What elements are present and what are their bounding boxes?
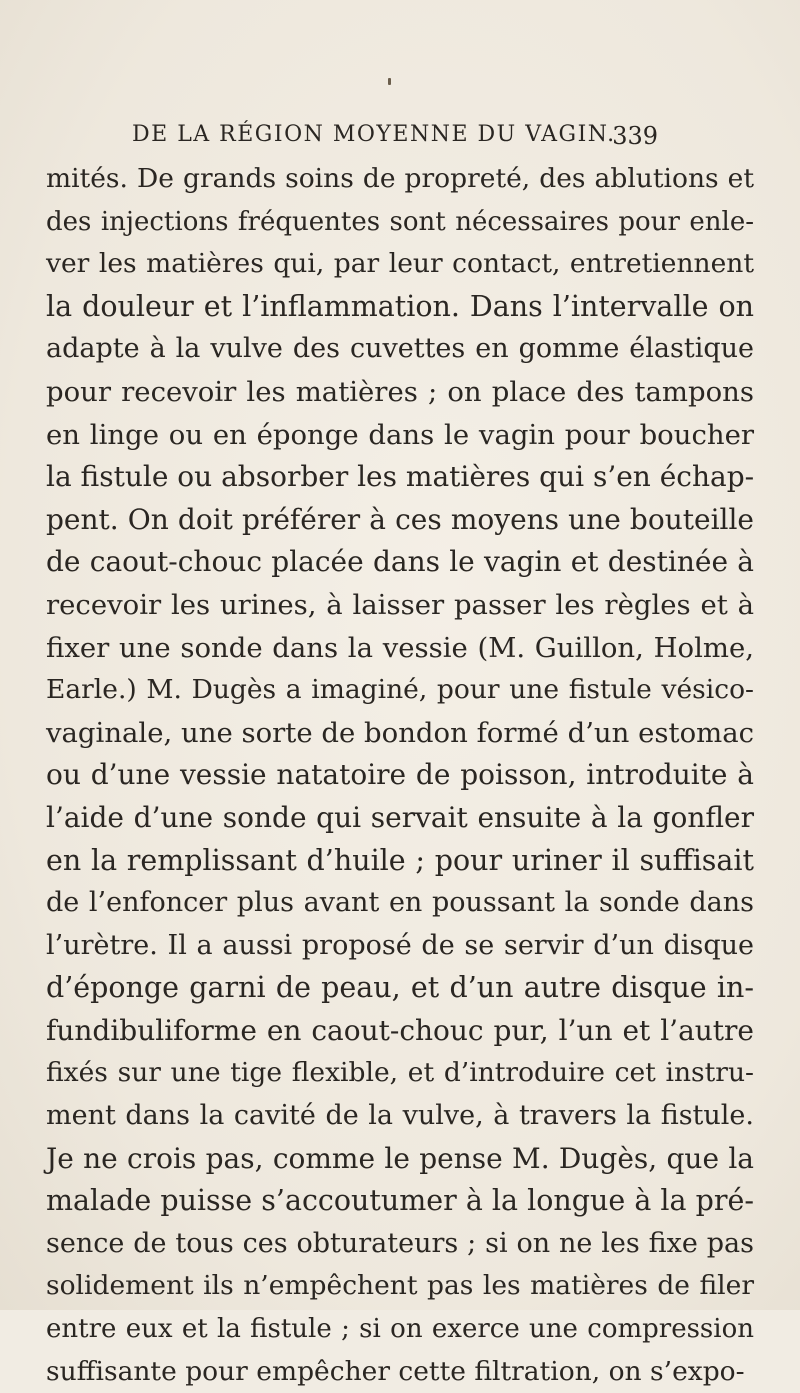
text-line: suffisante pour empêcher cette filtration, on s’expo- [46,1355,745,1387]
text-line: recevoir les urines, à laisser passer les règles et à [46,588,754,621]
text-line: fixés sur une tige flexible, et d’introduire cet instru- [46,1057,754,1089]
text-line: l’aide d’une sonde qui servait ensuite à la gonfler [46,800,754,834]
text-line: Earle.) M. Dugès a imaginé, pour une fistule vésico- [46,674,754,706]
text-line: la douleur et l’inflammation. Dans l’intervalle on [46,289,754,323]
text-line: la fistule ou absorber les matières qui s’en échap- [46,460,755,494]
text-line: des injections fréquentes sont nécessaires pour enle- [46,206,754,237]
ink-speck [388,78,391,85]
page-number: 339 [612,122,658,150]
text-line: mités. De grands soins de propreté, des ablutions et [46,163,754,194]
text-line: en linge ou en éponge dans le vagin pour boucher [46,418,754,451]
text-line: Je ne crois pas, comme le pense M. Dugès, que la [46,1141,754,1175]
running-title: DE LA RÉGION MOYENNE DU VAGIN. [132,122,616,147]
text-line: en la remplissant d’huile ; pour uriner il suffisait [46,843,754,877]
text-line: fixer une sonde dans la vessie (M. Guillon, Holme, [46,631,754,664]
text-line: adapte à la vulve des cuvettes en gomme élastique [46,333,754,365]
text-line: l’urètre. Il a aussi proposé de se servir d’un disque [46,929,754,961]
text-line: de l’enfoncer plus avant en poussant la sonde dans [46,887,754,919]
text-line: de caout-chouc placée dans le vagin et destinée à [46,545,754,579]
text-line: sence de tous ces obturateurs ; si on ne les fixe pas [46,1227,754,1259]
text-line: solidement ils n’empêchent pas les matières de filer [46,1270,754,1302]
text-line: entre eux et la fistule ; si on exerce une compression [46,1314,754,1345]
text-line: pent. On doit préférer à ces moyens une bouteille [46,502,754,536]
text-line: d’éponge garni de peau, et d’un autre disque in- [46,971,754,1005]
text-line: fundibuliforme en caout-chouc pur, l’un et l’autre [46,1013,754,1047]
text-line: ver les matières qui, par leur contact, entretiennent [46,248,754,280]
running-head [92,116,658,156]
text-line: ment dans la cavité de la vulve, à travers la fistule. [46,1100,754,1132]
text-line: malade puisse s’accoutumer à la longue à la pré- [46,1184,754,1218]
body-text [46,158,766,1393]
text-line: pour recevoir les matières ; on place des tampons [46,375,754,408]
text-line: ou d’une vessie natatoire de poisson, introduite à [46,758,754,792]
text-line: vaginale, une sorte de bondon formé d’un estomac [46,716,754,749]
